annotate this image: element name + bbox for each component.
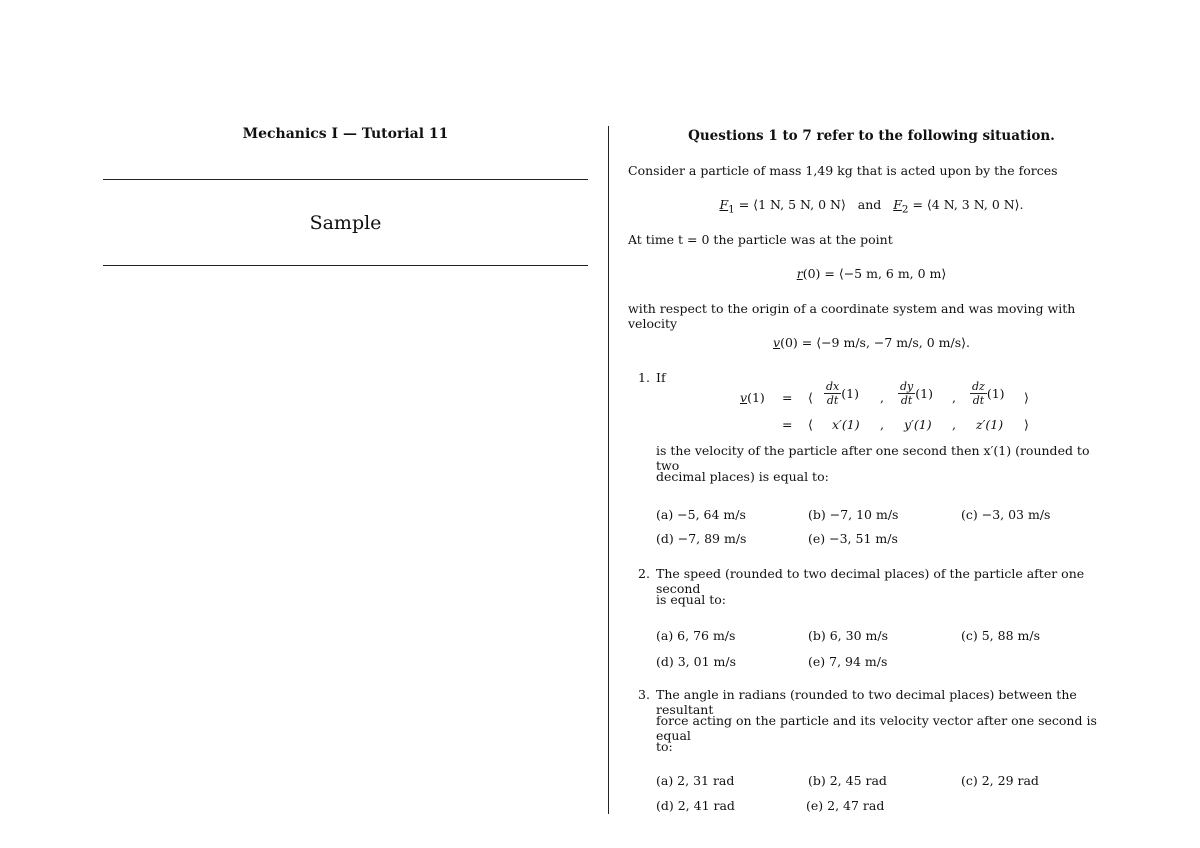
v-symbol: v xyxy=(773,335,781,350)
velocity-value: (0) = ⟨−9 m/s, −7 m/s, 0 m/s⟩. xyxy=(780,335,970,350)
bottom-rule xyxy=(103,265,588,266)
questions-heading: Questions 1 to 7 refer to the following situation. xyxy=(688,128,1055,144)
q1-choice-b[interactable]: (b) −7, 10 m/s xyxy=(808,507,899,522)
q3-number: 3. xyxy=(638,687,650,702)
q1-rangle1: ⟩ xyxy=(1024,390,1029,405)
f2-subscript: 2 xyxy=(901,203,909,216)
q3-choice-e[interactable]: (e) 2, 47 rad xyxy=(806,798,885,813)
time-text: At time t = 0 the particle was at the point xyxy=(628,232,893,247)
q3-text-line2: force acting on the particle and its velocity vector after one second is equal xyxy=(656,713,1097,743)
q1-comma2: , xyxy=(952,390,956,405)
q1-arg-y: (1) xyxy=(915,386,933,402)
q1-arg-z: (1) xyxy=(986,386,1005,402)
position-equation xyxy=(628,266,1115,281)
q3-text-line3: to: xyxy=(656,739,673,754)
q1-v-symbol: v xyxy=(740,390,748,405)
q2-choice-b[interactable]: (b) 6, 30 m/s xyxy=(808,628,888,643)
q1-langle1: ⟨ xyxy=(808,390,813,405)
q2-choice-a[interactable]: (a) 6, 76 m/s xyxy=(656,628,736,643)
q1-dydt: $\frac{dy}{dt}$ xyxy=(900,380,914,408)
q1-number: 1. xyxy=(638,370,650,385)
q3-choice-c[interactable]: (c) 2, 29 rad xyxy=(961,773,1039,788)
q3-choice-a[interactable]: (a) 2, 31 rad xyxy=(656,773,735,788)
q1-zprime: z′(1) xyxy=(976,417,1004,432)
q1-comma4: , xyxy=(952,417,956,432)
f1-subscript: 1 xyxy=(728,203,735,216)
q1-eq2: = xyxy=(782,417,793,432)
q1-choice-c[interactable]: (c) −3, 03 m/s xyxy=(961,507,1051,522)
q1-dxdt: $\frac{dx}{dt}$ xyxy=(826,380,840,408)
q1-dzdt: $\frac{dz}{dt}$ xyxy=(972,380,985,408)
q1-text-line1: is the velocity of the particle after one second then x′(1) (rounded to two xyxy=(656,443,1090,473)
q1-rangle2: ⟩ xyxy=(1024,417,1029,432)
q1-xprime: x′(1) xyxy=(832,417,860,432)
q1-v-arg: (1) xyxy=(747,390,765,405)
right-column xyxy=(628,126,1115,813)
q1-text-line2: decimal places) is equal to: xyxy=(656,469,829,484)
intro-text: Consider a particle of mass 1,49 kg that is acted upon by the forces xyxy=(628,163,1058,178)
origin-text: with respect to the origin of a coordinate system and was moving with velocity xyxy=(628,301,1076,331)
q2-choice-d[interactable]: (d) 3, 01 m/s xyxy=(656,654,736,669)
q1-langle2: ⟨ xyxy=(808,417,813,432)
q1-if: If xyxy=(656,370,666,385)
position-value: (0) = ⟨−5 m, 6 m, 0 m⟩ xyxy=(802,266,947,281)
q1-comma1: , xyxy=(880,390,884,405)
left-column xyxy=(103,126,588,234)
q2-choice-c[interactable]: (c) 5, 88 m/s xyxy=(961,628,1040,643)
q1-choice-e[interactable]: (e) −3, 51 m/s xyxy=(808,531,898,546)
q2-choice-e[interactable]: (e) 7, 94 m/s xyxy=(808,654,888,669)
f2-value: = ⟨4 N, 3 N, 0 N⟩. xyxy=(908,197,1024,212)
column-divider xyxy=(608,126,609,814)
velocity-equation xyxy=(628,335,1115,350)
sample-label: Sample xyxy=(309,212,382,234)
q3-choice-d[interactable]: (d) 2, 41 rad xyxy=(656,798,735,813)
q1-choice-d[interactable]: (d) −7, 89 m/s xyxy=(656,531,747,546)
q1-comma3: , xyxy=(880,417,884,432)
q2-number: 2. xyxy=(638,566,650,581)
f1-symbol: F xyxy=(719,197,729,212)
q1-eq1: = xyxy=(782,390,793,405)
q3-text-line1: The angle in radians (rounded to two decimal places) between the resultant xyxy=(656,687,1077,717)
f2-symbol: F xyxy=(893,197,902,212)
q2-text-line2: is equal to: xyxy=(656,592,727,607)
top-rule xyxy=(103,179,588,180)
q1-equation xyxy=(740,380,1040,440)
document-title: Mechanics I — Tutorial 11 xyxy=(242,126,449,142)
q2-text-line1: The speed (rounded to two decimal places) of the particle after one second xyxy=(656,566,1085,596)
f1-value: = ⟨1 N, 5 N, 0 N⟩ xyxy=(734,197,846,212)
forces-equation xyxy=(628,197,1115,216)
q1-choice-a[interactable]: (a) −5, 64 m/s xyxy=(656,507,746,522)
and-word: and xyxy=(857,197,882,212)
r-symbol: r xyxy=(796,266,803,281)
q1-arg-x: (1) xyxy=(841,386,859,402)
q3-choice-b[interactable]: (b) 2, 45 rad xyxy=(808,773,887,788)
q1-yprime: y′(1) xyxy=(904,417,932,432)
